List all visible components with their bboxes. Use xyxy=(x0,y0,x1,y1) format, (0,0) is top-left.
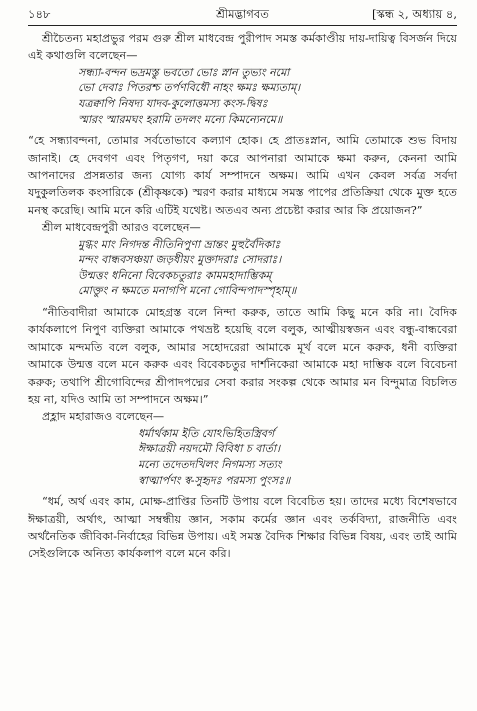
sanskrit-verse xyxy=(138,426,457,488)
sanskrit-verse xyxy=(78,237,457,299)
verse-line: মন্যে তদেতদখিলং নিগমস্য সত্যং xyxy=(138,458,282,472)
paragraph: শ্রীল মাধবেন্দ্রপুরী আরও বলেছেন— xyxy=(42,221,201,235)
running-header xyxy=(28,6,457,26)
verse-line: ঈক্ষাত্রয়ী নয়দমৌ বিবিধা চ বার্তা। xyxy=(138,442,280,456)
section-reference: [স্কন্ধ ২, অধ্যায় ৪, xyxy=(372,7,457,21)
verse-line: স্বাত্মার্পণং স্ব-সুহৃদঃ পরমস্য পুংসঃ॥ xyxy=(138,473,291,487)
verse-line: সন্ধ্যা-বন্দন ভদ্রমস্তু ভবতো ভোঃ স্নান তুভ্যং নমো xyxy=(78,65,290,79)
verse-line: মন্দং বান্ধবসঞ্চয়া জড়ধীয়ং মুক্তাদরাঃ সোদরাঃ। xyxy=(78,253,282,267)
translation-paragraph: “নীতিবাদীরা আমাকে মোহগ্রস্ত বলে নিন্দা করুক, তাতে আমি কিছু মনে করি না। বৈদিক কার্যকলাপে নিপুণ ব্যক্তিরা আমাকে পথভ্রষ্ট হয়েছি বলে বলুক, আত্মীয়স্বজন এবং বন্ধু-বান্ধবেরা আমাকে মন্দমতি বলে বলুক, আমার সহোদরেরা আমাকে মূর্খ বলে মনে করুক, ধনী ব্যক্তিরা আমাকে উন্মত্ত বলে মনে করুক এবং বিবেকচতুর দার্শনিকেরা আমাকে মহা দাম্ভিক বলে বিবেচনা করুক; তথাপি শ্রীগোবিন্দের শ্রীপাদপদ্মের সেবা করার সংকল্প থেকে আমার মন বিন্দুমাত্র বিচলিত হয় না, যদিও আমি তা সম্পাদনে অক্ষম।” xyxy=(28,306,458,407)
verse-line: উন্মত্তং ধনিনো বিবেকচতুরাঃ কামমহাদাম্ভিকম্ xyxy=(78,268,272,282)
paragraph: প্রহ্লাদ মহারাজও বলেছেন— xyxy=(42,410,165,424)
verse-line: যত্রক্বাপি নিষদ্য যাদব-কুলোত্তমস্য কংস-দ্বিষঃ xyxy=(78,97,268,110)
translation-paragraph: “ধর্ম, অর্থ এবং কাম, মোক্ষ-প্রাপ্তির তিনটি উপায় বলে বিবেচিত হয়। তাদের মধ্যে বিশেষভাবে ঈক্ষাত্রয়ী, অর্থাৎ, আত্মা সম্বন্ধীয় জ্ঞান, সকাম কর্মের জ্ঞান এবং তর্কবিদ্যা, রাজনীতি এবং অর্থনৈতিক জীবিকা-নির্বাহের বিভিন্ন উপায়। এই সমস্ত বৈদিক শিক্ষার বিভিন্ন বিষয়, এবং তাই আমি সেইগুলিকে অনিত্য কার্যকলাপ বলে মনে করি। xyxy=(28,495,457,561)
sanskrit-verse xyxy=(78,65,457,127)
verse-line: মুগ্ধং মাং নিগদন্ত নীতিনিপুণা ভ্রান্তং মুহুর্বৈদিকাঃ xyxy=(78,237,281,251)
page-body xyxy=(28,30,457,563)
page-number: ১৪৮ xyxy=(28,7,51,21)
book-title: শ্রীমদ্ভাগবত xyxy=(216,7,269,21)
verse-line: ভো দেবাঃ পিতরশ্চ তর্পণবিধৌ নাহং ক্ষমঃ ক্ষম্যতাম্। xyxy=(78,81,301,95)
verse-line: স্মারং স্মারমঘং হরামি তদলং মন্যে কিমন্যেনমে॥ xyxy=(78,112,283,126)
verse-line: ধর্মার্থকাম ইতি যোঽভিহিতস্ত্রিবর্গ xyxy=(138,426,275,440)
translation-paragraph: “হে সন্ধ্যাবন্দনা, তোমার সর্বতোভাবে কল্যাণ হোক। হে প্রাতঃস্নান, আমি তোমাকে শুভ বিদায় জানাই। হে দেবগণ এবং পিতৃগণ, দয়া করে আপনারা আমাকে ক্ষমা করুন, কেননা আমি আপনাদের প্রসন্নতার জন্য যোগ্য কার্য সম্পাদনে অক্ষম। আমি এখন কেবল সর্বত্র সর্বদা যদুকুলতিলক কংসারিকে (শ্রীকৃষ্ণকে) স্মরণ করার মাধ্যমে সমস্ত পাপের প্রতিক্রিয়া থেকে মুক্ত হতে মনস্থ করেছি। আমি মনে করি এটিই যথেষ্ট। অতএব অন্য প্রচেষ্টা করার আর কি প্রয়োজন?” xyxy=(28,134,457,217)
verse-line: মোক্তুং ন ক্ষমতে মনাগপি মনো গোবিন্দপাদস্পৃহাম্॥ xyxy=(78,284,297,298)
paragraph: শ্রীচৈতন্য মহাপ্রভুর পরম গুরু শ্রীল মাধবেন্দ্র পুরীপাদ সমস্ত কর্মকাণ্ডীয় দায়-দায়িত্ব বিসর্জন দিয়ে এই কথাগুলি বলেছেন— xyxy=(28,32,457,63)
header-rule xyxy=(28,25,457,26)
